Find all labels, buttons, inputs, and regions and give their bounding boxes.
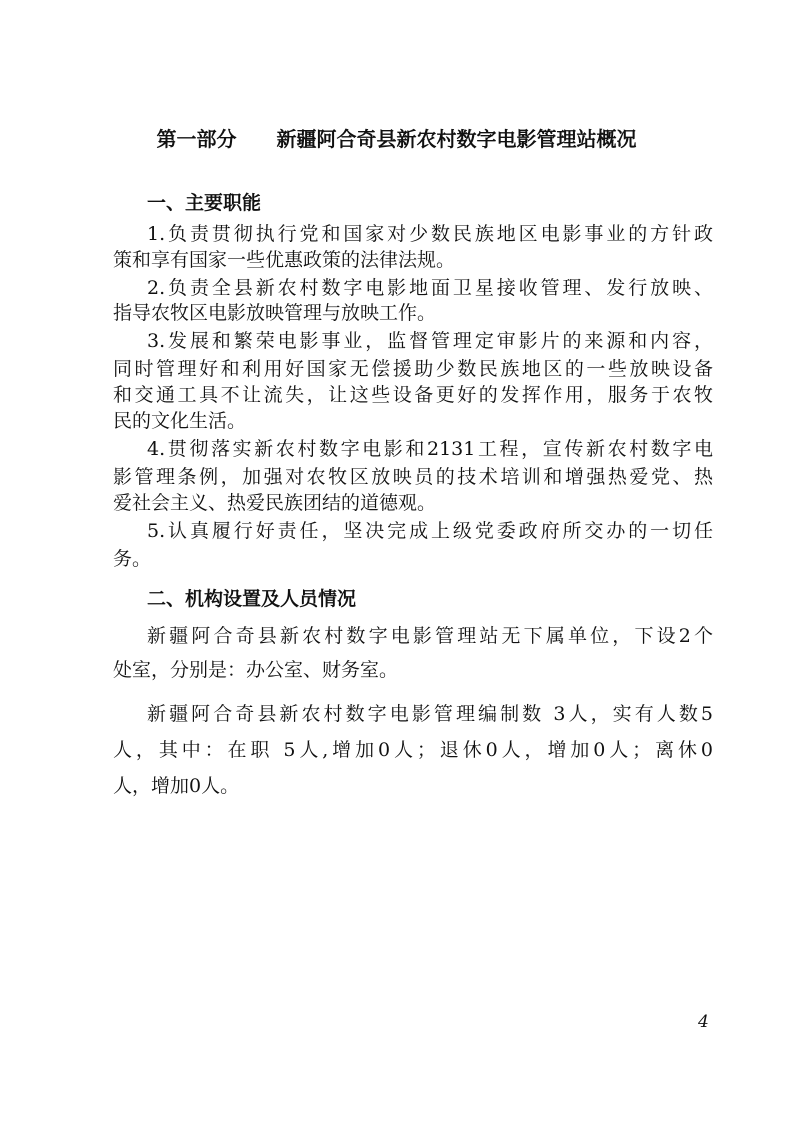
paragraph-line: 3.发展和繁荣电影事业，监督管理定审影片的来源和内容， (147, 330, 713, 352)
paragraph-line: 爱社会主义、热爱民族团结的道德观。 (113, 492, 437, 514)
paragraph-line: 同时管理好和利用好国家无偿援助少数民族地区的一些放映设备 (113, 358, 713, 380)
paragraph-line: 新疆阿合奇县新农村数字电影管理编制数 3人，实有人数5 (147, 703, 713, 725)
paragraph-line: 新疆阿合奇县新农村数字电影管理站无下属单位，下设2个 (147, 625, 713, 647)
paragraph-line: 策和享有国家一些优惠政策的法律法规。 (113, 249, 456, 271)
section-heading-organization: 二、机构设置及人员情况 (147, 588, 357, 610)
paragraph-line: 人，其中：在职 5人,增加0人；退休0人，增加0人；离休0 (113, 739, 713, 761)
page-number: 4 (698, 1012, 709, 1032)
paragraph-line: 2.负责全县新农村数字电影地面卫星接收管理、发行放映、 (147, 277, 713, 299)
paragraph-line: 4.贯彻落实新农村数字电影和2131工程，宣传新农村数字电 (147, 438, 713, 460)
paragraph-line: 务。 (113, 548, 152, 570)
paragraph-line: 5.认真履行好责任，坚决完成上级党委政府所交办的一切任 (147, 520, 713, 542)
paragraph-line: 处室，分别是：办公室、财务室。 (113, 659, 399, 681)
paragraph-line: 1.负责贯彻执行党和国家对少数民族地区电影事业的方针政 (147, 223, 713, 245)
document-title: 第一部分 新疆阿合奇县新农村数字电影管理站概况 (156, 127, 637, 151)
paragraph-line: 影管理条例，加强对农牧区放映员的技术培训和增强热爱党、热 (113, 466, 713, 488)
paragraph-line: 人，增加0人。 (113, 775, 240, 797)
paragraph-line: 指导农牧区电影放映管理与放映工作。 (113, 302, 437, 324)
paragraph-line: 和交通工具不让流失，让这些设备更好的发挥作用，服务于农牧 (113, 384, 713, 406)
paragraph-line: 民的文化生活。 (113, 410, 247, 432)
section-heading-main-functions: 一、主要职能 (147, 192, 262, 214)
